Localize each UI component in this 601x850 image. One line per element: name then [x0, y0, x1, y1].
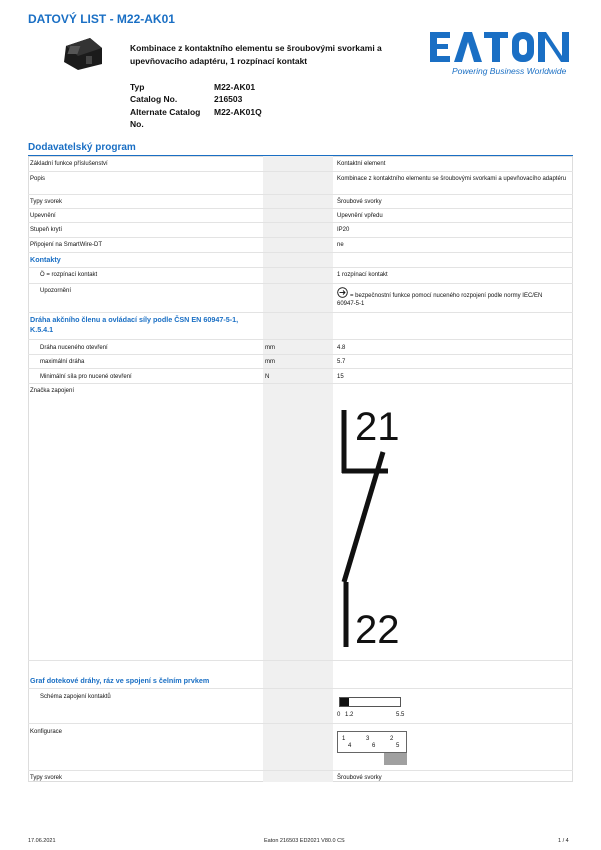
row-divider: [28, 723, 573, 724]
row-unit: mm: [265, 359, 275, 365]
row-divider: [28, 194, 573, 195]
travel-bar-fill: [340, 698, 349, 706]
config-terminal: 2: [390, 736, 394, 742]
group-title-graph: Graf dotekové dráhy, ráz ve spojení s čelním prvkem: [30, 676, 210, 685]
row-divider: [28, 339, 573, 340]
section-title: Dodavatelský program: [28, 142, 136, 153]
row-label: Základní funkce příslušenství: [30, 161, 108, 167]
row-label: Typy svorek: [30, 775, 63, 781]
row-label: Typy svorek: [30, 199, 63, 205]
row-label: Stupeň krytí: [30, 227, 63, 233]
row-value: Šroubové svorky: [337, 199, 382, 205]
row-divider: [28, 368, 573, 369]
row-value: Kontaktní element: [337, 161, 386, 167]
row-value: 1 rozpínací kontakt: [337, 272, 388, 278]
row-divider: [28, 312, 573, 313]
travel-tick: 1.2: [345, 712, 354, 718]
row-label: Popis: [30, 176, 46, 182]
row-value: Upevnění vpředu: [337, 213, 383, 219]
travel-tick: 0: [337, 712, 341, 718]
contact-symbol: [330, 400, 410, 652]
row-label: Minimální síla pro nucené otevření: [40, 374, 132, 380]
row-value: ne: [337, 242, 344, 248]
config-terminal: 5: [396, 743, 400, 749]
row-divider: [28, 383, 573, 384]
row-value: 5.7: [337, 359, 346, 365]
row-divider: [28, 267, 573, 268]
row-label: maximální dráha: [40, 359, 85, 365]
row-label: Upozornění: [40, 288, 72, 294]
travel-tick: 5.5: [396, 712, 405, 718]
row-divider: [28, 770, 573, 771]
travel-bar: [339, 697, 401, 707]
id-value: 216503: [214, 94, 243, 104]
id-label: Typ: [130, 82, 145, 92]
config-terminal: 1: [342, 736, 346, 742]
terminal-22-label: 22: [355, 608, 400, 652]
row-label: Schéma zapojení kontaktů: [40, 694, 111, 700]
brand-slogan: Powering Business Worldwide: [452, 66, 567, 76]
row-label: Konfigurace: [30, 729, 63, 735]
footer-page: 1 / 4: [558, 838, 569, 844]
row-divider: [28, 171, 573, 172]
row-value: IP20: [337, 227, 350, 233]
config-terminal: 3: [366, 736, 370, 742]
row-value: 15: [337, 374, 344, 380]
row-divider: [28, 660, 573, 661]
row-value: Šroubové svorky: [337, 775, 382, 781]
group-title-travel: Dráha akčního členu a ovládací síly podle ČSN EN 60947-5-1, K.5.4.1: [30, 315, 239, 334]
row-divider: [28, 688, 573, 689]
row-unit: N: [265, 374, 270, 380]
id-label: Catalog No.: [130, 94, 178, 104]
row-label: Dráha nuceného otevření: [40, 345, 108, 351]
footer-date: 17.06.2021: [28, 838, 56, 844]
config-terminal: 6: [372, 743, 376, 749]
row-divider: [28, 283, 573, 284]
row-label: Značka zapojení: [30, 388, 75, 394]
id-label: Alternate Catalog No.: [130, 107, 201, 129]
row-value: Kombinace z kontaktního elementu se šroubovými svorkami a upevňovacího adaptéru: [337, 176, 567, 182]
row-label: Ö = rozpínací kontakt: [40, 272, 98, 278]
id-value: M22-AK01: [214, 82, 256, 92]
group-title-contacts: Kontakty: [30, 255, 61, 264]
row-divider: [28, 222, 573, 223]
id-value: M22-AK01Q: [214, 107, 262, 117]
row-value: = bezpečnostní funkce pomocí nuceného rozpojení podle normy IEC/EN 60947-5-1: [337, 293, 543, 307]
config-terminal: 4: [348, 743, 352, 749]
row-value: 4.8: [337, 345, 346, 351]
row-unit: mm: [265, 345, 275, 351]
config-block-shade: [384, 753, 407, 765]
row-divider: [28, 237, 573, 238]
row-divider: [28, 208, 573, 209]
terminal-21-label: 21: [355, 405, 400, 449]
product-image: [60, 36, 104, 72]
row-label: Připojení na SmartWire-DT: [30, 242, 103, 248]
document-title: DATOVÝ LIST - M22-AK01: [28, 12, 175, 26]
row-divider: [28, 252, 573, 253]
row-divider: [28, 354, 573, 355]
product-description: Kombinace z kontaktního elementu se šroubovými svorkami a upevňovacího adaptéru, 1 rozpínací kontakt: [130, 43, 382, 66]
footer-doc-id: Eaton 216503 ED2021 V80.0 CS: [264, 838, 345, 844]
row-label: Upevnění: [30, 213, 56, 219]
